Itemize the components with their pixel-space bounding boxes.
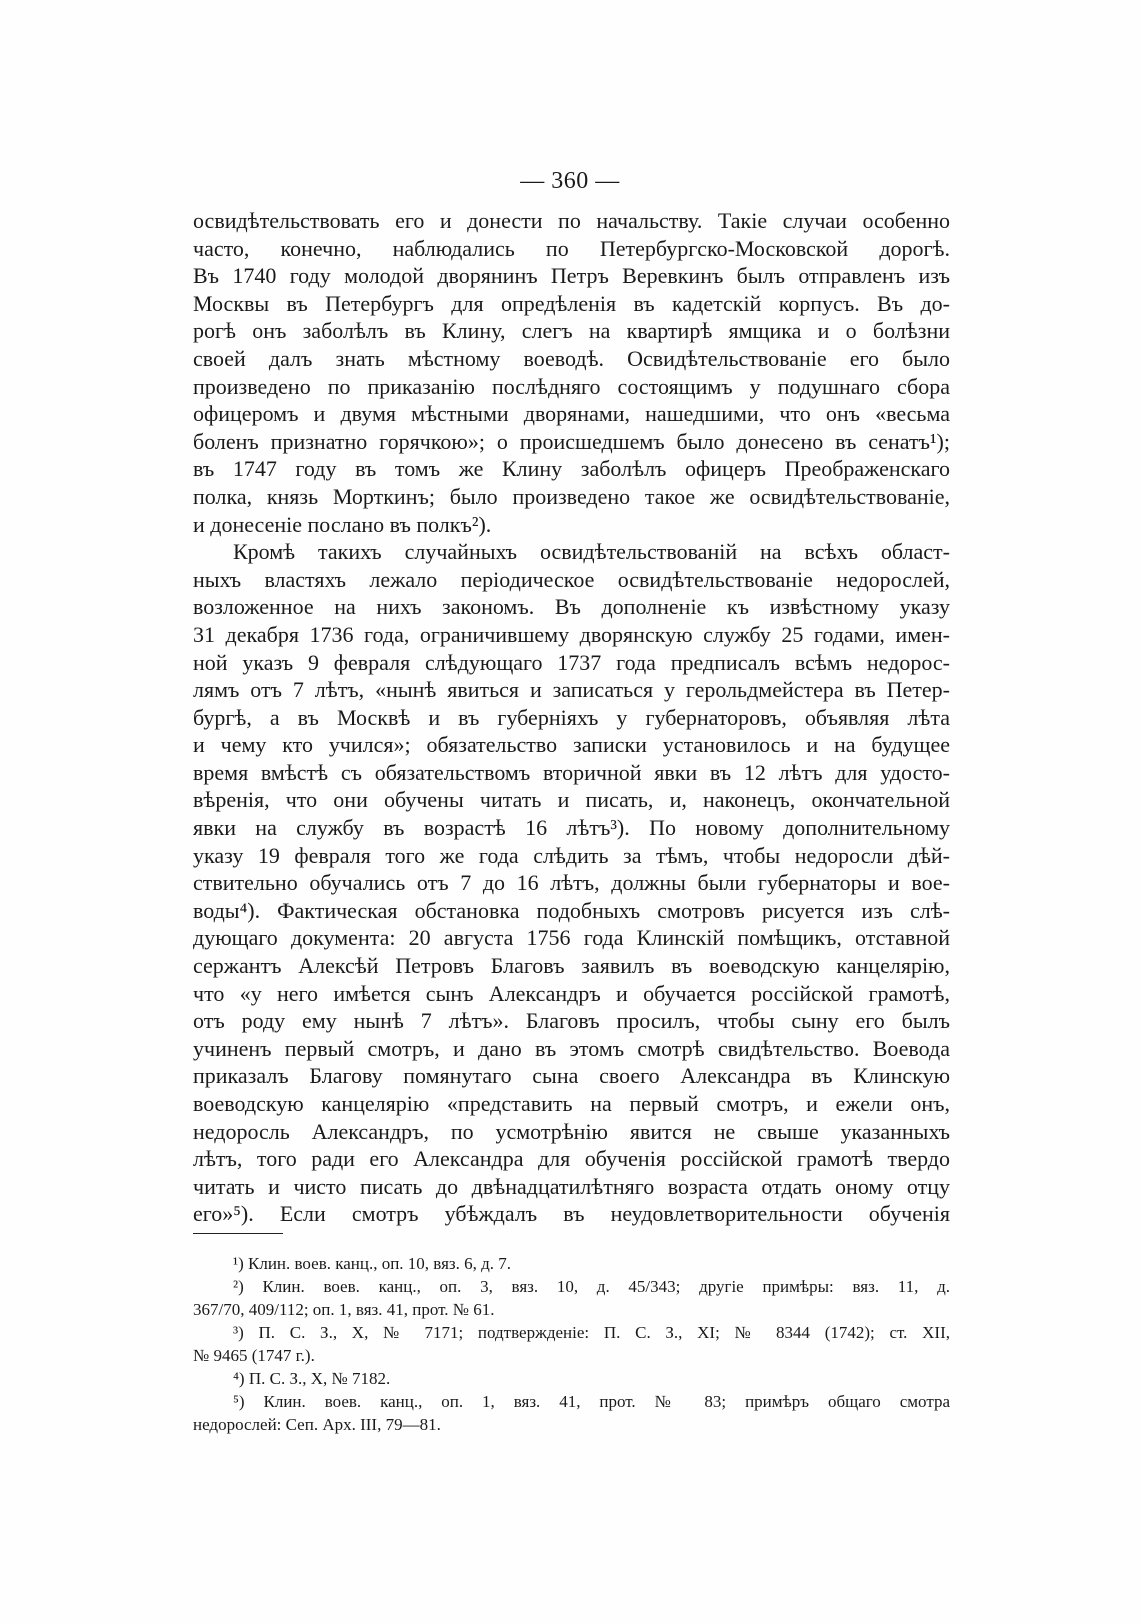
text-line: недоросль Александръ, по усмотрѣнію явится не свыше указанныхъ [193,1118,950,1144]
footnote-line: ¹) Клин. воев. канц., оп. 10, вяз. 6, д. 7. [233,1254,512,1273]
text-line: приказалъ Благову помянутаго сына своего Александра въ Клинскую [193,1063,950,1089]
text-line: ствительно обучались отъ 7 до 16 лѣтъ, должны были губернаторы и вое- [193,870,950,896]
text-line: Кромѣ такихъ случайныхъ освидѣтельствованій на всѣхъ област- [233,539,950,565]
text-line: ныхъ властяхъ лежало періодическое освидѣтельствованіе недорослей, [193,566,950,592]
text-line: Москвы въ Петербургъ для опредѣленія въ кадетскій корпусъ. Въ до- [193,290,950,316]
footnote-line: ³) П. С. З., X, № 7171; подтвержденіе: П. С. З., XI; № 8344 (1742); ст. XII, [233,1323,950,1342]
text-line: Въ 1740 году молодой дворянинъ Петръ Веревкинъ былъ отправленъ изъ [193,263,950,289]
footnote-line: 367/70, 409/112; оп. 1, вяз. 41, прот. № 61. [193,1300,495,1319]
footnote-line: ²) Клин. воев. канц., оп. 3, вяз. 10, д. 45/343; другіе примѣры: вяз. 11, д. [233,1277,950,1296]
text-line: ной указъ 9 февраля слѣдующаго 1737 года предписалъ всѣмъ недорос- [193,649,950,675]
text-line: его»⁵). Если смотръ убѣждалъ въ неудовлетворительности обученія [193,1201,950,1227]
text-line: боленъ признатно горячкою»; о происшедшемъ было донесено въ сенатъ¹); [193,428,950,454]
text-line: въ 1747 году въ томъ же Клину заболѣлъ офицеръ Преображенскаго [193,456,950,482]
text-line: указу 19 февраля того же года слѣдить за тѣмъ, чтобы недоросли дѣй- [193,842,950,868]
text-line: и чему кто учился»; обязательство записки установилось и на будущее [193,732,950,758]
text-line: вѣренія, что они обучены читать и писать, и, наконецъ, окончательной [193,787,950,813]
text-line: рогѣ онъ заболѣлъ въ Клину, слегъ на квартирѣ ямщика и о болѣзни [193,318,950,344]
text-line: учиненъ первый смотръ, и дано въ этомъ смотрѣ свидѣтельство. Воевода [193,1035,950,1061]
page-number: — 360 — [520,168,620,194]
text-line: освидѣтельствовать его и донести по начальству. Такіе случаи особенно [193,208,950,233]
footnotes [193,1252,950,1436]
text-line: воеводскую канцелярію «представить на первый смотръ, и ежели онъ, [193,1091,950,1116]
text-line: полка, князь Морткинъ; было произведено такое же освидѣтельствованіе, [193,483,950,509]
footnote-line: № 9465 (1747 г.). [193,1346,315,1365]
text-line: явки на службу въ возрастѣ 16 лѣтъ³). По новому дополнительному [193,815,950,841]
text-line: офицеромъ и двумя мѣстными дворянами, нашедшими, что онъ «весьма [193,401,950,427]
text-line: своей далъ знать мѣстному воеводѣ. Освидѣтельствованіе его было [193,345,950,371]
text-line: бургѣ, а въ Москвѣ и въ губерніяхъ у губернаторовъ, объявляя лѣта [193,704,950,730]
text-line: читать и чисто писать до двѣнадцатилѣтняго возраста отдать оному отцу [193,1173,950,1199]
footnote-line: недорослей: Сеп. Арх. III, 79—81. [193,1415,441,1434]
text-line: лѣтъ, того ради его Александра для обученія россійской грамотѣ твердо [193,1146,950,1172]
text-line: отъ роду ему нынѣ 7 лѣтъ». Благовъ просилъ, чтобы сыну его былъ [193,1008,950,1034]
text-line: произведено по приказанію послѣдняго состоящимъ у подушнаго сбора [193,373,950,399]
footnote-line: ⁴) П. С. З., X, № 7182. [233,1369,391,1388]
text-line: и донесеніе послано въ полкъ²). [193,511,492,537]
text-line: возложенное на нихъ закономъ. Въ дополненіе къ извѣстному указу [193,594,950,620]
text-line: 31 декабря 1736 года, ограничившему дворянскую службу 25 годами, имен- [193,621,950,647]
text-line: часто, конечно, наблюдались по Петербургско-Московской дорогѣ. [193,235,950,261]
text-line: воды⁴). Фактическая обстановка подобныхъ смотровъ рисуется изъ слѣ- [193,897,950,923]
text-line: время вмѣстѣ съ обязательствомъ вторичной явки въ 12 лѣтъ для удосто- [193,759,950,785]
text-line: что «у него имѣется сынъ Александръ и обучается россійской грамотѣ, [193,980,950,1006]
main-text [193,207,950,1228]
text-line: лямъ отъ 7 лѣтъ, «нынѣ явиться и записаться у герольдмейстера въ Петер- [193,677,950,703]
footnote-divider [193,1233,283,1234]
text-line: сержантъ Алексѣй Петровъ Благовъ заявилъ въ воеводскую канцелярію, [193,953,950,979]
footnote-line: ⁵) Клин. воев. канц., оп. 1, вяз. 41, прот. № 83; примѣръ общаго смотра [233,1392,950,1411]
text-line: дующаго документа: 20 августа 1756 года Клинскій помѣщикъ, отставной [193,925,950,951]
